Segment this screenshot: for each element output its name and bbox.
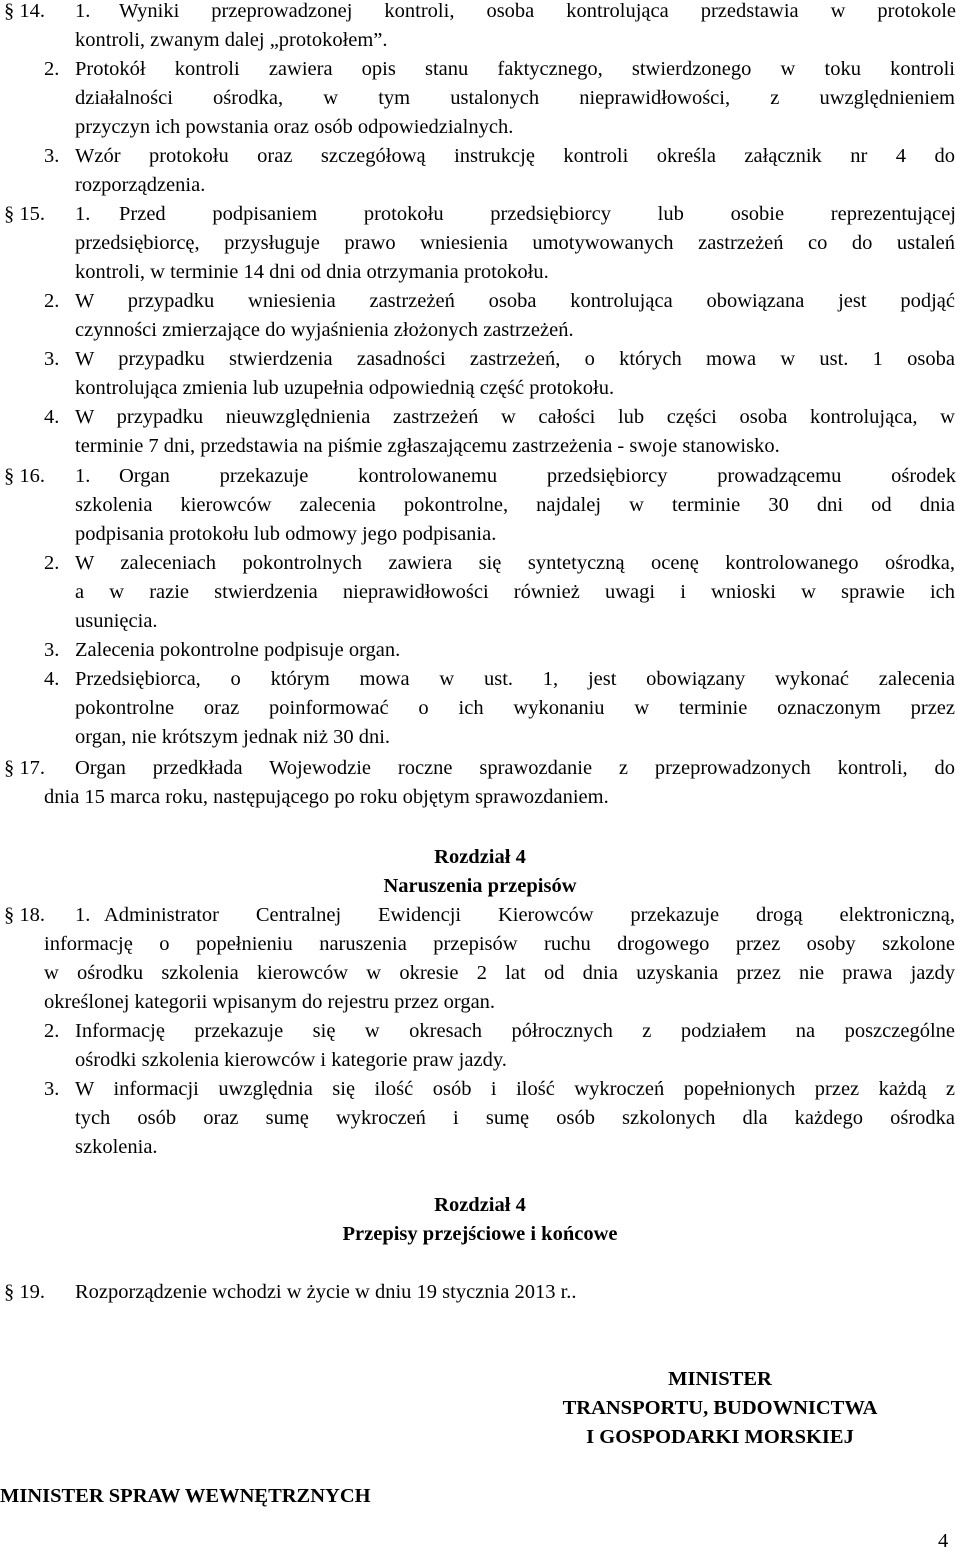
section-16-heading: § 16. [4, 465, 45, 487]
section-15-item-2-text: W przypadku wniesienia zastrzeżeń osoba kontrolująca obowiązana jest podjąć [75, 290, 955, 312]
section-16-item-3-text: Zalecenia pokontrolne podpisuje organ. [75, 639, 401, 661]
section-16-item-2-number: 2. [44, 552, 60, 574]
chapter-title: Rozdział 4 [434, 846, 526, 868]
section-14-item-3-number: 3. [44, 145, 60, 167]
section-16-item-1-text: Organ przekazuje kontrolowanemu przedsiębiorcy prowadzącemu ośrodek [119, 465, 956, 487]
section-18-item-1-text: określonej kategorii wpisanym do rejestru przez organ. [44, 991, 496, 1013]
signature-minister-transport: I GOSPODARKI MORSKIEJ [586, 1426, 854, 1448]
section-17-text: dnia 15 marca roku, następującego po roku objętym sprawozdaniem. [44, 786, 609, 808]
section-15-heading: § 15. [4, 203, 45, 225]
section-18-heading: § 18. [4, 904, 45, 926]
section-15-item-4-text: W przypadku nieuwzględnienia zastrzeżeń w całości lub części osoba kontrolująca, w [75, 406, 955, 428]
section-18-item-1-text: Administrator Centralnej Ewidencji Kierowców przekazuje drogą elektroniczną, [104, 904, 955, 926]
signature-minister-transport: MINISTER [668, 1368, 772, 1390]
section-18-item-3-text: szkolenia. [75, 1136, 158, 1158]
section-15-item-1-number: 1. [75, 203, 91, 225]
section-18-item-2-number: 2. [44, 1020, 60, 1042]
section-14-item-2-text: działalności ośrodka, w tym ustalonych nieprawidłowości, z uwzględnieniem [75, 87, 955, 109]
section-17-text: Organ przedkłada Wojewodzie roczne sprawozdanie z przeprowadzonych kontroli, do [75, 757, 955, 779]
section-16-item-1-number: 1. [75, 465, 91, 487]
section-15-item-2-text: czynności zmierzające do wyjaśnienia złożonych zastrzeżeń. [75, 319, 574, 341]
signature-minister-interior: MINISTER SPRAW WEWNĘTRZNYCH [0, 1485, 371, 1507]
section-15-item-4-number: 4. [44, 406, 60, 428]
section-18-item-2-text: ośrodki szkolenia kierowców i kategorie praw jazdy. [75, 1049, 507, 1071]
section-16-item-2-text: usunięcia. [75, 610, 158, 632]
section-18-item-3-text: W informacji uwzględnia się ilość osób i ilość wykroczeń popełnionych przez każdą z [75, 1078, 955, 1100]
section-14-item-2-text: Protokół kontroli zawiera opis stanu faktycznego, stwierdzonego w toku kontroli [75, 58, 955, 80]
section-15-item-4-text: terminie 7 dni, przedstawia na piśmie zgłaszającemu zastrzeżenia - swoje stanowisko. [75, 435, 780, 457]
section-16-item-1-text: szkolenia kierowców zalecenia pokontrolne, najdalej w terminie 30 dni od dnia [75, 494, 955, 516]
section-17-heading: § 17. [4, 757, 45, 779]
signature-minister-transport: TRANSPORTU, BUDOWNICTWA [562, 1397, 878, 1419]
section-14-item-1-text: Wyniki przeprowadzonej kontroli, osoba kontrolująca przedstawia w protokole [119, 0, 956, 22]
section-15-item-1-text: kontroli, w terminie 14 dni od dnia otrzymania protokołu. [75, 261, 549, 283]
section-19-text: Rozporządzenie wchodzi w życie w dniu 19 stycznia 2013 r.. [75, 1281, 577, 1303]
section-18-item-3-number: 3. [44, 1078, 60, 1100]
section-14-item-1-number: 1. [75, 0, 91, 22]
chapter-subtitle: Przepisy przejściowe i końcowe [342, 1223, 618, 1245]
section-15-item-3-number: 3. [44, 348, 60, 370]
section-15-item-1-text: Przed podpisaniem protokołu przedsiębiorcy lub osobie reprezentującej [119, 203, 956, 225]
chapter-subtitle: Naruszenia przepisów [383, 875, 577, 897]
section-14-heading: § 14. [4, 0, 45, 22]
section-15-item-3-text: kontrolująca zmienia lub uzupełnia odpowiednią część protokołu. [75, 377, 615, 399]
section-14-item-3-text: rozporządzenia. [75, 174, 206, 196]
section-16-item-3-number: 3. [44, 639, 60, 661]
section-14-item-1-text: kontroli, zwanym dalej „protokołem”. [75, 29, 388, 51]
section-18-item-1-text: w ośrodku szkolenia kierowców w okresie 2 lat od dnia uzyskania przez nie prawa jazdy [44, 962, 955, 984]
section-19-heading: § 19. [4, 1281, 45, 1303]
section-14-item-2-text: przyczyn ich powstania oraz osób odpowiedzialnych. [75, 116, 514, 138]
section-16-item-4-text: pokontrolne oraz poinformować o ich wykonaniu w terminie oznaczonym przez [75, 697, 955, 719]
section-15-item-2-number: 2. [44, 290, 60, 312]
section-18-item-1-text: informację o popełnieniu naruszenia przepisów ruchu drogowego przez osoby szkolone [44, 933, 955, 955]
section-15-item-1-text: przedsiębiorcę, przysługuje prawo wniesienia umotywowanych zastrzeżeń co do ustaleń [75, 232, 955, 254]
section-16-item-2-text: a w razie stwierdzenia nieprawidłowości również uwagi i wnioski w sprawie ich [75, 581, 955, 603]
section-14-item-3-text: Wzór protokołu oraz szczegółową instrukcję kontroli określa załącznik nr 4 do [75, 145, 955, 167]
section-16-item-4-text: Przedsiębiorca, o którym mowa w ust. 1, jest obowiązany wykonać zalecenia [75, 668, 955, 690]
section-18-item-1-number: 1. [75, 904, 91, 926]
page-number: 4 [938, 1530, 949, 1552]
section-14-item-2-number: 2. [44, 58, 60, 80]
section-16-item-4-text: organ, nie krótszym jednak niż 30 dni. [75, 726, 391, 748]
section-16-item-1-text: podpisania protokołu lub odmowy jego podpisania. [75, 523, 497, 545]
section-16-item-2-text: W zaleceniach pokontrolnych zawiera się syntetyczną ocenę kontrolowanego ośrodka, [75, 552, 955, 574]
section-18-item-2-text: Informację przekazuje się w okresach półrocznych z podziałem na poszczególne [75, 1020, 955, 1042]
section-15-item-3-text: W przypadku stwierdzenia zasadności zastrzeżeń, o których mowa w ust. 1 osoba [75, 348, 955, 370]
chapter-title: Rozdział 4 [434, 1194, 526, 1216]
section-18-item-3-text: tych osób oraz sumę wykroczeń i sumę osób szkolonych dla każdego ośrodka [75, 1107, 955, 1129]
section-16-item-4-number: 4. [44, 668, 60, 690]
